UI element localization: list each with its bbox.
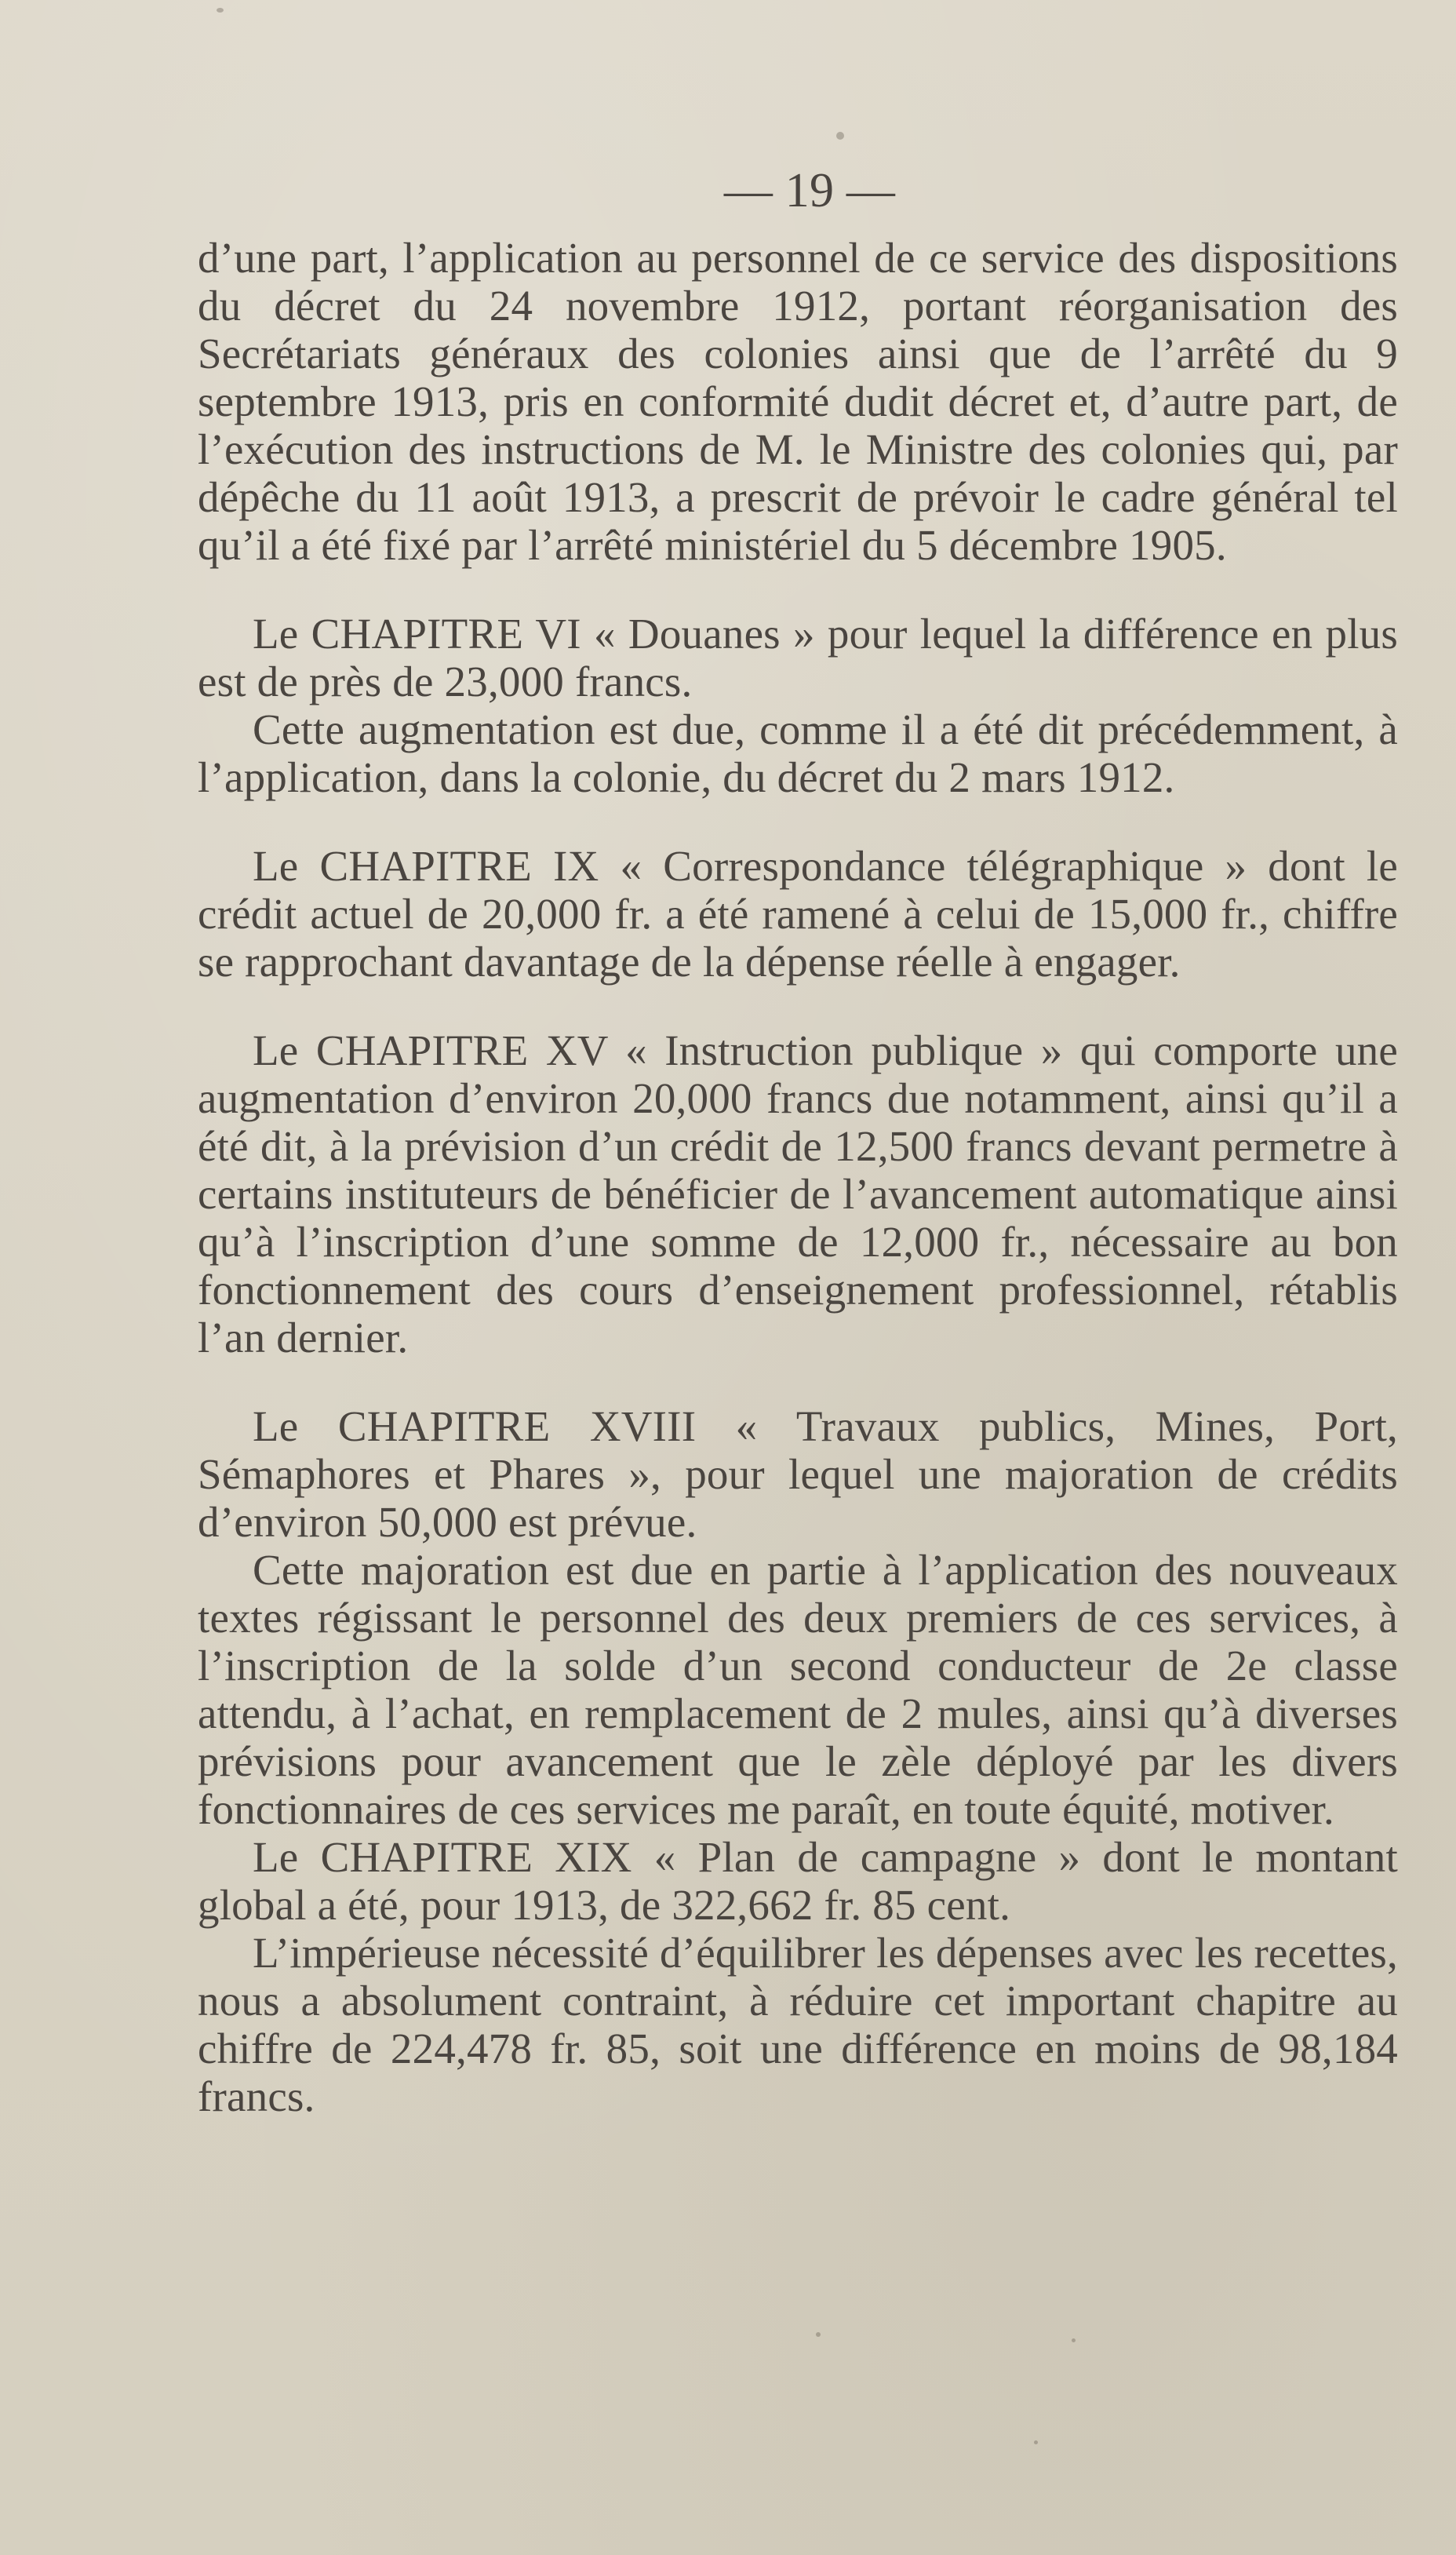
ink-speck	[1072, 2338, 1076, 2342]
page-number: — 19 —	[723, 164, 896, 217]
ink-speck	[217, 8, 224, 13]
page-text	[198, 163, 1398, 2120]
paragraph-chapitre-vi-explanation: Cette augmentation est due, comme il a été dit précédemment, à l’application, dans la colonie, du décret du 2 mars 1912.	[198, 705, 1398, 801]
paragraph-chapitre-ix: Le CHAPITRE IX « Correspondance télégraphique » dont le crédit actuel de 20,000 fr. a été ramené à celui de 15,000 fr., chiffre se rapprochant davantage de la dépense réelle à engager.	[198, 842, 1398, 986]
paragraph-chapitre-xviii-explanation: Cette majoration est due en partie à l’application des nouveaux textes régissant le personnel des deux premiers de ces services, à l’inscription de la solde d’un second conducteur de 2e classe attendu, à l’achat, en remplacement de 2 mules, ainsi qu’à diverses prévisions pour avancement que le zèle déployé par les divers fonctionnaires de ces services me paraît, en toute équité, motiver.	[198, 1546, 1398, 1833]
ink-speck	[816, 2332, 821, 2337]
paragraph-chapitre-xv: Le CHAPITRE XV « Instruction publique » qui comporte une augmentation d’environ 20,000 francs due notamment, ainsi qu’il a été dit, à la prévision d’un crédit de 12,500 francs devant permetre à certains instituteurs de bénéficier de l’avancement automatique ainsi qu’à l’inscription d’une somme de 12,000 fr., nécessaire au bon fonctionnement des cours d’enseignement professionnel, rétablis l’an dernier.	[198, 1026, 1398, 1361]
paragraph-chapitre-xix-reduction: L’impérieuse nécessité d’équilibrer les dépenses avec les recettes, nous a absolument contraint, à réduire cet important chapitre au chiffre de 224,478 fr. 85, soit une différence en moins de 98,184 francs.	[198, 1929, 1398, 2120]
paragraph-personnel-dispositions: d’une part, l’application au personnel de ce service des dispositions du décret du 24 novembre 1912, portant réorganisation des Secrétariats généraux des colonies ainsi que de l’arrêté du 9 septembre 1913, pris en conformité dudit décret et, d’autre part, de l’exécution des instructions de M. le Ministre des colonies qui, par dépêche du 11 août 1913, a prescrit de prévoir le cadre général tel qu’il a été fixé par l’arrêté ministériel du 5 décembre 1905.	[198, 234, 1398, 569]
paragraph-chapitre-vi: Le CHAPITRE VI « Douanes » pour lequel la différence en plus est de près de 23,000 francs.	[198, 610, 1398, 705]
paragraph-chapitre-xviii: Le CHAPITRE XVIII « Travaux publics, Mines, Port, Sémaphores et Phares », pour lequel une majoration de crédits d’environ 50,000 est prévue.	[198, 1402, 1398, 1546]
paragraph-chapitre-xix: Le CHAPITRE XIX « Plan de campagne » dont le montant global a été, pour 1913, de 322,662 fr. 85 cent.	[198, 1833, 1398, 1929]
ink-speck	[836, 132, 844, 140]
ink-speck	[1034, 2440, 1038, 2444]
